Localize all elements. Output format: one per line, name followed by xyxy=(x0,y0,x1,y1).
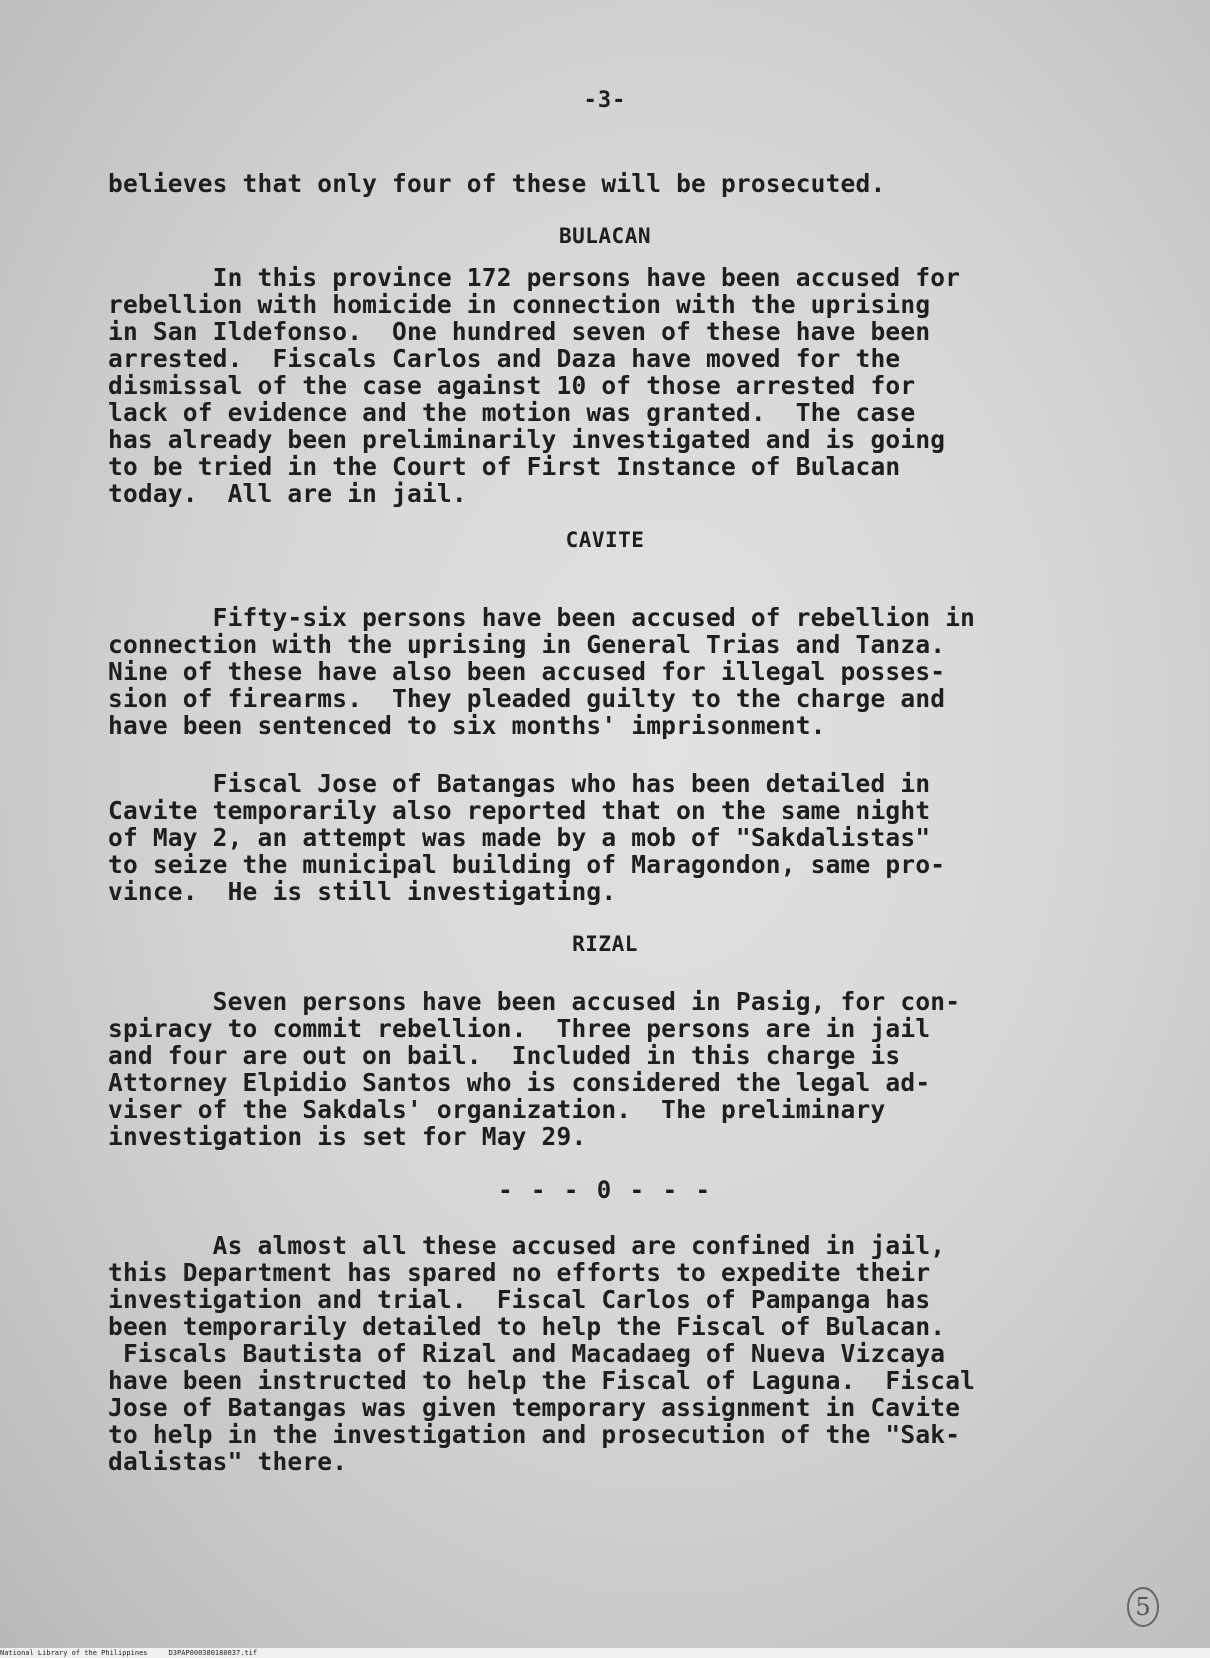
archive-stamp-number: 5 xyxy=(1135,1593,1151,1621)
section-separator: - - - 0 - - - xyxy=(498,1176,712,1204)
heading-bulacan: BULACAN xyxy=(558,224,651,248)
paragraph-bulacan: In this province 172 persons have been accused for rebellion with homicide in connection with the uprising in San Ildefonso. One hundred seven of these have been arrested. Fiscals Carlos and Daza have moved for the dismissal of the case against 10 of those arrested for lack of evidence and the motion was granted. The case has already been preliminarily investigated and is going to be tried in the Court of First Instance of Bulacan today. All are in jail. xyxy=(108,263,961,508)
page-number: -3- xyxy=(583,88,627,113)
paragraph-cavite-1: Fifty-six persons have been accused of rebellion in connection with the uprising in General Trias and Tanza. Nine of these have also been accused for illegal posses- sion of firearms. They pleaded guilty to the charge and have been sentenced to six months' imprisonment. xyxy=(108,603,976,740)
heading-rizal: RIZAL xyxy=(572,932,638,956)
archive-stamp-icon xyxy=(1124,1585,1162,1629)
opening-line: believes that only four of these will be prosecuted. xyxy=(108,169,886,198)
paragraph-cavite-2: Fiscal Jose of Batangas who has been detailed in Cavite temporarily also reported that on the same night of May 2, an attempt was made by a mob of "Sakdalistas" to seize the municipal building of Maragondon, same pro- vince. He is still investigating. xyxy=(108,769,946,906)
heading-cavite: CAVITE xyxy=(565,528,645,552)
paragraph-rizal: Seven persons have been accused in Pasig, for con- spiracy to commit rebellion. Three persons are in jail and four are out on bail. Included in this charge is Attorney Elpidio Santos who is considered the legal ad- viser of the Sakdals' organization. The preliminary investigation is set for May 29. xyxy=(108,987,961,1151)
scan-footer: National Library of the Philippines D3PAP000380180037.tif xyxy=(0,1648,1210,1658)
closing-paragraph: As almost all these accused are confined in jail, this Department has spared no efforts to expedite their investigation and trial. Fiscal Carlos of Pampanga has been temporarily detailed to help the Fiscal of Bulacan. Fiscals Bautista of Rizal and Macadaeg of Nueva Vizcaya have been instructed to help the Fiscal of Laguna. Fiscal Jose of Batangas was given temporary assignment in Cavite to help in the investigation and prosecution of the "Sak- dalistas" there. xyxy=(108,1231,976,1476)
